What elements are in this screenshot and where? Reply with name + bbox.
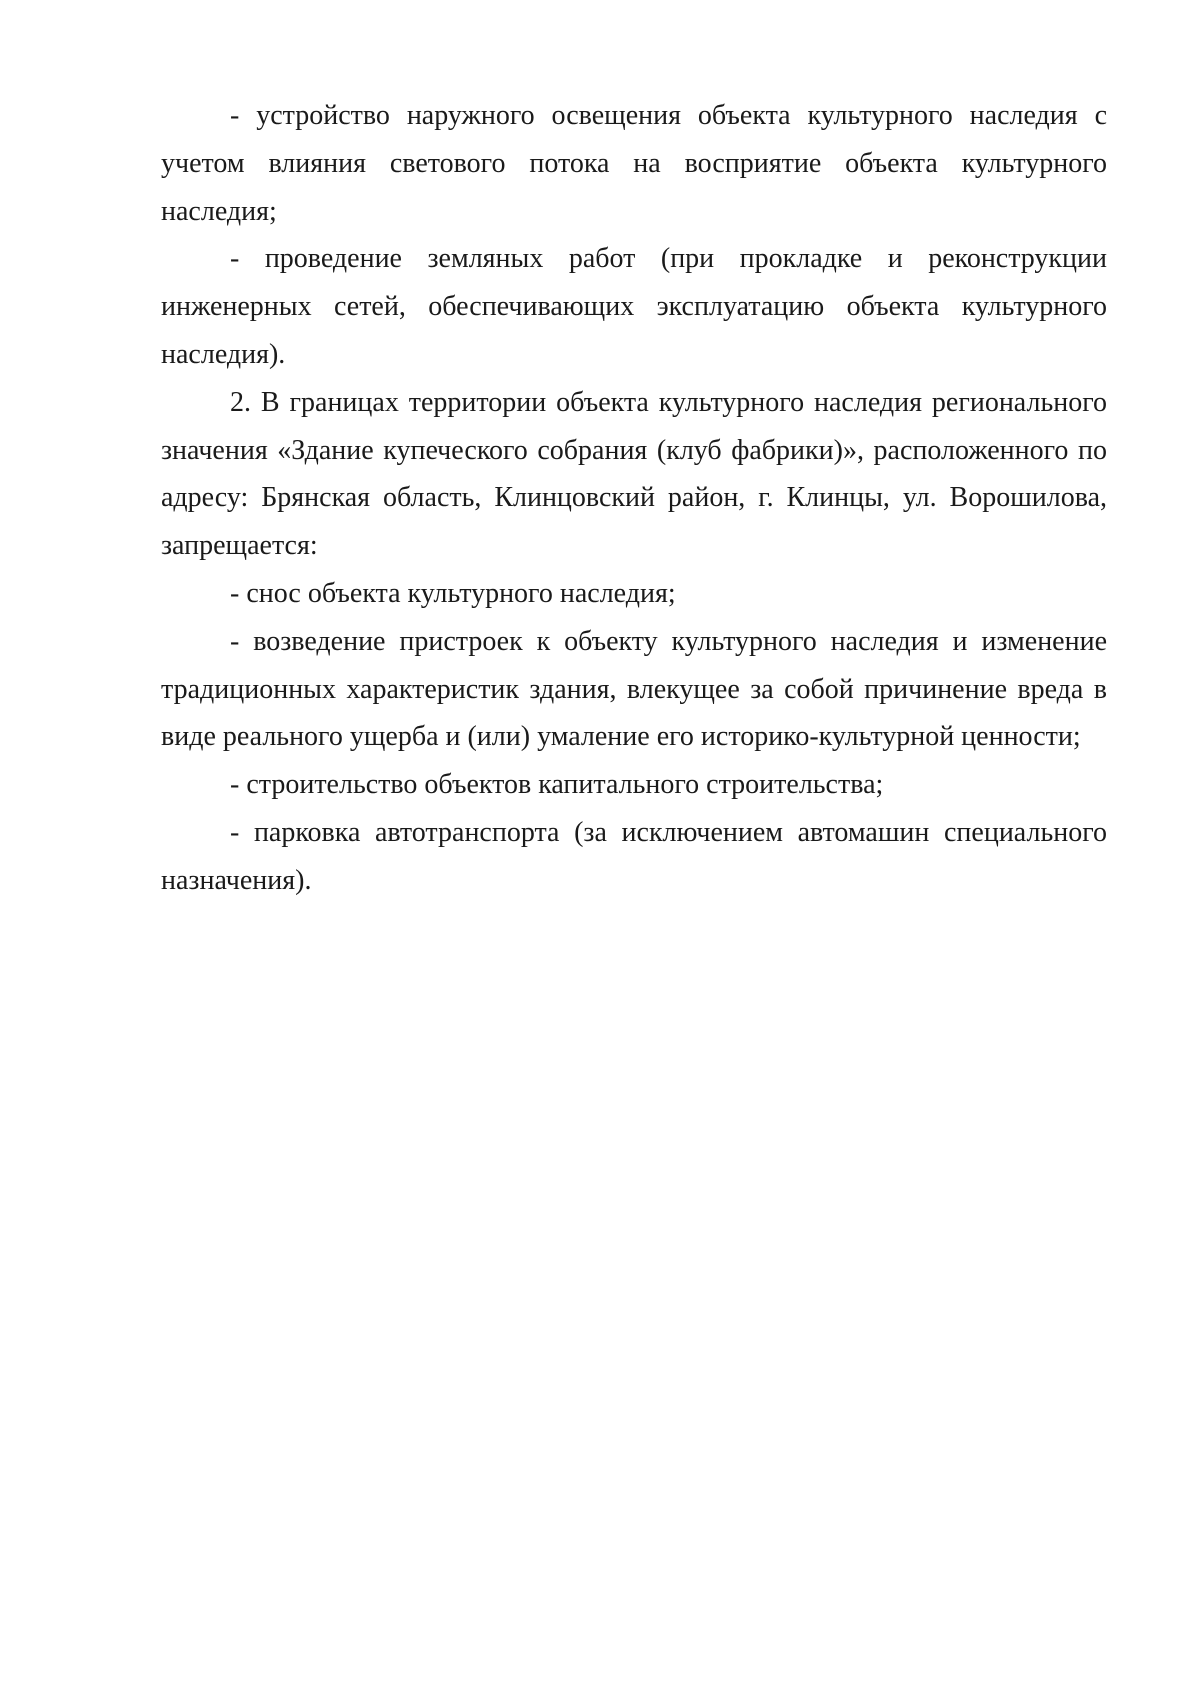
paragraph-parking: - парковка автотранспорта (за исключением автомашин специального назначения). — [161, 816, 1107, 896]
paragraph-demolition: - снос объекта культурного наследия; — [230, 577, 676, 609]
paragraph-construction: - строительство объектов капитального строительства; — [230, 769, 884, 801]
document-body — [161, 92, 1107, 905]
paragraph-territory-prohibitions: 2. В границах территории объекта культурного наследия регионального значения «Здание купеческого собрания (клуб фабрики)», расположенного по адресу: Брянская область, Клинцовский район, г. Клинцы, ул. Ворошилова, запрещается: — [161, 386, 1107, 562]
paragraph-earthworks: - проведение земляных работ (при прокладке и реконструкции инженерных сетей, обеспечивающих эксплуатацию объекта культурного наследия). — [161, 243, 1107, 370]
paragraph-outdoor-lighting: - устройство наружного освещения объекта культурного наследия с учетом влияния светового потока на восприятие объекта культурного наследия; — [161, 100, 1107, 227]
paragraph-extensions: - возведение пристроек к объекту культурного наследия и изменение традиционных характеристик здания, влекущее за собой причинение вреда в виде реального ущерба и (или) умаление его историко-культурной ценности; — [161, 625, 1107, 753]
